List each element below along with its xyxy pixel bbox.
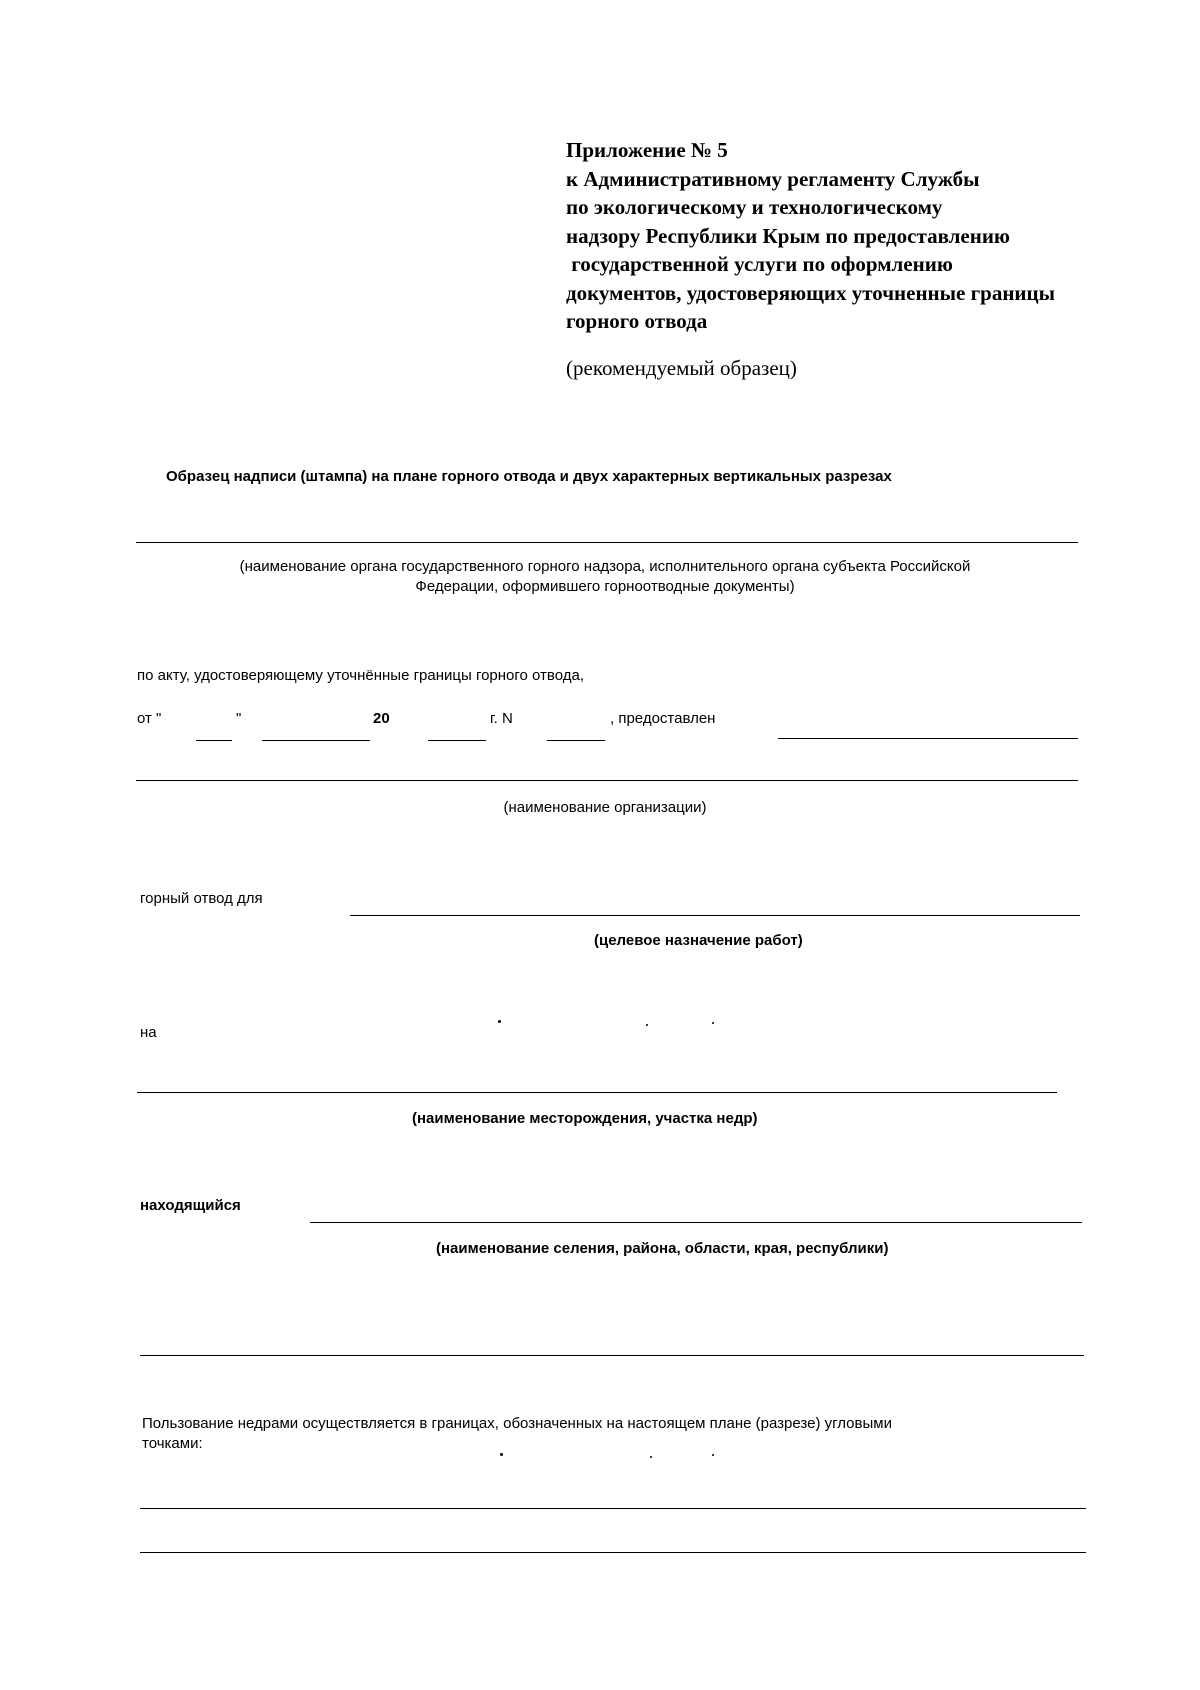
corner-points-line-1[interactable] bbox=[140, 1508, 1086, 1509]
deposit-name-field[interactable] bbox=[137, 1092, 1057, 1093]
act-text: по акту, удостоверяющему уточнённые границы горного отвода, bbox=[137, 667, 585, 684]
usage-text-line-1: Пользование недрами осуществляется в границах, обозначенных на настоящем плане (разрезе) угловыми bbox=[142, 1415, 892, 1432]
date-from-label: от " bbox=[137, 710, 162, 727]
sample-note: (рекомендуемый образец) bbox=[566, 356, 797, 380]
purpose-caption: (целевое назначение работ) bbox=[594, 932, 803, 949]
scan-speck bbox=[646, 1024, 648, 1026]
on-label: на bbox=[140, 1024, 157, 1041]
header-line-2: к Административному регламенту Службы bbox=[566, 166, 980, 191]
header-line-6: документов, удостоверяющих уточненные границы bbox=[566, 280, 1056, 305]
header-line-3: по экологическому и технологическому bbox=[566, 195, 943, 219]
scan-speck bbox=[650, 1456, 652, 1458]
date-quote-close: " bbox=[236, 710, 242, 727]
year-field[interactable] bbox=[428, 740, 486, 741]
appendix-header bbox=[566, 136, 1166, 336]
scan-speck bbox=[500, 1453, 503, 1456]
header-line-1: Приложение № 5 bbox=[566, 138, 728, 162]
authority-caption-line-2: Федерации, оформившего горноотводные документы) bbox=[415, 578, 795, 595]
purpose-field[interactable] bbox=[350, 915, 1080, 916]
act-number-field[interactable] bbox=[547, 740, 605, 741]
location-caption: (наименование селения, района, области, края, республики) bbox=[436, 1240, 889, 1257]
form-title: Образец надписи (штампа) на плане горного отвода и двух характерных вертикальных разрезах bbox=[166, 468, 892, 485]
corner-points-line-2[interactable] bbox=[140, 1552, 1086, 1553]
location-field[interactable] bbox=[310, 1222, 1082, 1223]
located-label: находящийся bbox=[140, 1197, 241, 1214]
number-prefix: г. N bbox=[490, 710, 513, 727]
authority-caption-line-1: (наименование органа государственного горного надзора, исполнительного органа субъекта Российской bbox=[239, 558, 971, 575]
header-line-7: горного отвода bbox=[566, 309, 708, 333]
scan-speck bbox=[712, 1022, 714, 1024]
deposit-caption: (наименование месторождения, участка недр) bbox=[412, 1110, 758, 1127]
month-field[interactable] bbox=[262, 740, 370, 741]
organization-name-line[interactable] bbox=[136, 780, 1078, 781]
usage-text-line-2: точками: bbox=[142, 1435, 203, 1452]
authority-name-line[interactable] bbox=[136, 542, 1078, 543]
scan-speck bbox=[712, 1454, 714, 1456]
location-continuation-line[interactable] bbox=[140, 1355, 1084, 1356]
organization-caption: (наименование организации) bbox=[503, 799, 707, 816]
year-prefix: 20 bbox=[373, 710, 390, 727]
allotment-for-label: горный отвод для bbox=[140, 890, 263, 907]
scan-speck bbox=[498, 1020, 501, 1023]
provided-label: , предоставлен bbox=[610, 710, 716, 727]
header-line-5: государственной услуги по оформлению bbox=[566, 252, 953, 276]
recipient-field[interactable] bbox=[778, 738, 1078, 739]
authority-caption bbox=[120, 557, 1090, 597]
header-line-4: надзору Республики Крым по предоставлению bbox=[566, 223, 1010, 248]
day-field[interactable] bbox=[196, 740, 232, 741]
